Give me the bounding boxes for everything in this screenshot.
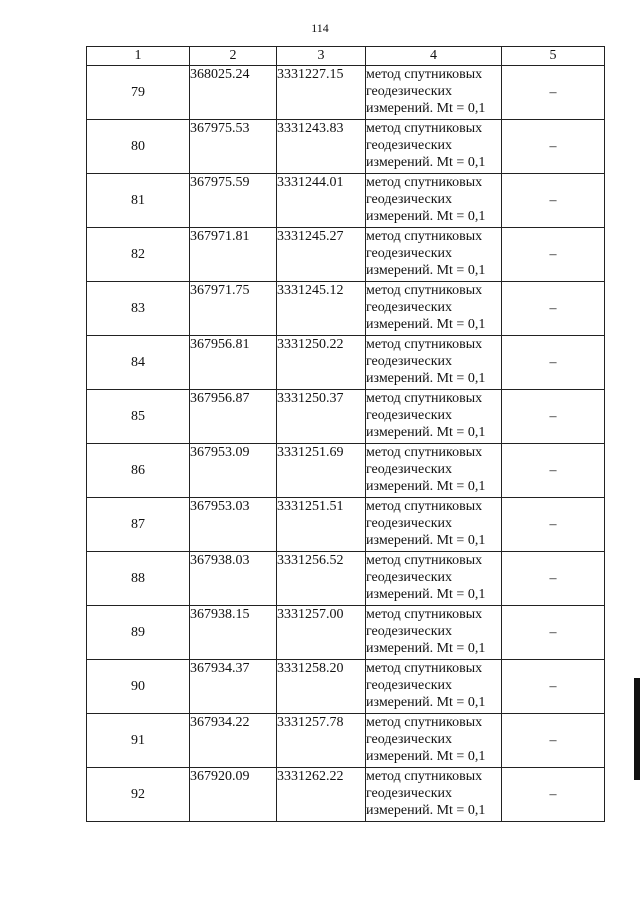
x-coordinate-cell: 367971.81 <box>190 228 277 282</box>
method-cell <box>366 714 502 768</box>
x-coordinate-cell: 367938.15 <box>190 606 277 660</box>
note-value: – <box>549 678 557 694</box>
method-line: измерений. Mt = 0,1 <box>366 803 486 818</box>
method-line: метод спутниковых <box>366 229 483 244</box>
method-cell <box>366 660 502 714</box>
note-value: – <box>549 84 557 100</box>
method-cell <box>366 66 502 120</box>
x-coordinate-cell: 367956.81 <box>190 336 277 390</box>
method-cell <box>366 120 502 174</box>
method-line: геодезических <box>366 408 453 423</box>
point-number-cell: 84 <box>87 336 190 390</box>
x-coordinate-cell: 367938.03 <box>190 552 277 606</box>
y-coordinate-cell: 3331244.01 <box>277 174 366 228</box>
method-line: метод спутниковых <box>366 121 483 136</box>
y-coordinate-cell: 3331227.15 <box>277 66 366 120</box>
y-coordinate-cell: 3331256.52 <box>277 552 366 606</box>
method-line: измерений. Mt = 0,1 <box>366 641 486 656</box>
note-value: – <box>549 462 557 478</box>
table-row <box>87 390 605 444</box>
point-number-cell: 80 <box>87 120 190 174</box>
note-cell <box>502 444 605 498</box>
point-number-cell: 82 <box>87 228 190 282</box>
note-value: – <box>549 246 557 262</box>
y-coordinate-cell: 3331251.51 <box>277 498 366 552</box>
x-coordinate-cell: 367956.87 <box>190 390 277 444</box>
method-line: геодезических <box>366 84 453 99</box>
method-line: измерений. Mt = 0,1 <box>366 209 486 224</box>
note-value: – <box>549 300 557 316</box>
table-row <box>87 606 605 660</box>
note-value: – <box>549 192 557 208</box>
table-row <box>87 282 605 336</box>
note-cell <box>502 552 605 606</box>
x-coordinate-cell: 367934.37 <box>190 660 277 714</box>
y-coordinate-cell: 3331250.22 <box>277 336 366 390</box>
method-line: метод спутниковых <box>366 499 483 514</box>
y-coordinate-cell: 3331251.69 <box>277 444 366 498</box>
column-header-4: 4 <box>366 47 502 66</box>
note-cell <box>502 282 605 336</box>
table-row <box>87 228 605 282</box>
method-line: геодезических <box>366 570 453 585</box>
x-coordinate-cell: 367920.09 <box>190 768 277 822</box>
method-line: геодезических <box>366 732 453 747</box>
note-value: – <box>549 354 557 370</box>
note-cell <box>502 714 605 768</box>
point-number-cell: 90 <box>87 660 190 714</box>
page-number: 114 <box>311 21 329 35</box>
y-coordinate-cell: 3331257.00 <box>277 606 366 660</box>
method-line: геодезических <box>366 678 453 693</box>
y-coordinate-cell: 3331245.27 <box>277 228 366 282</box>
method-cell <box>366 606 502 660</box>
method-line: измерений. Mt = 0,1 <box>366 425 486 440</box>
method-cell <box>366 390 502 444</box>
x-coordinate-cell: 368025.24 <box>190 66 277 120</box>
method-line: измерений. Mt = 0,1 <box>366 317 486 332</box>
method-cell <box>366 336 502 390</box>
method-line: измерений. Mt = 0,1 <box>366 533 486 548</box>
x-coordinate-cell: 367953.03 <box>190 498 277 552</box>
point-number-cell: 83 <box>87 282 190 336</box>
method-cell <box>366 498 502 552</box>
y-coordinate-cell: 3331243.83 <box>277 120 366 174</box>
note-cell <box>502 120 605 174</box>
note-value: – <box>549 408 557 424</box>
method-line: измерений. Mt = 0,1 <box>366 101 486 116</box>
method-line: геодезических <box>366 300 453 315</box>
column-header-1: 1 <box>87 47 190 66</box>
note-cell <box>502 768 605 822</box>
table-row <box>87 336 605 390</box>
table-row <box>87 498 605 552</box>
point-number-cell: 86 <box>87 444 190 498</box>
y-coordinate-cell: 3331245.12 <box>277 282 366 336</box>
note-value: – <box>549 786 557 802</box>
y-coordinate-cell: 3331262.22 <box>277 768 366 822</box>
y-coordinate-cell: 3331250.37 <box>277 390 366 444</box>
table-header-row <box>87 47 605 66</box>
note-cell <box>502 336 605 390</box>
point-number-cell: 79 <box>87 66 190 120</box>
note-cell <box>502 66 605 120</box>
note-cell <box>502 228 605 282</box>
method-line: геодезических <box>366 246 453 261</box>
method-line: метод спутниковых <box>366 445 483 460</box>
y-coordinate-cell: 3331257.78 <box>277 714 366 768</box>
method-line: геодезических <box>366 354 453 369</box>
method-line: метод спутниковых <box>366 337 483 352</box>
note-value: – <box>549 516 557 532</box>
x-coordinate-cell: 367971.75 <box>190 282 277 336</box>
note-cell <box>502 498 605 552</box>
x-coordinate-cell: 367975.59 <box>190 174 277 228</box>
method-line: метод спутниковых <box>366 607 483 622</box>
method-line: геодезических <box>366 462 453 477</box>
method-line: геодезических <box>366 516 453 531</box>
method-line: измерений. Mt = 0,1 <box>366 695 486 710</box>
note-cell <box>502 660 605 714</box>
point-number-cell: 89 <box>87 606 190 660</box>
table-row <box>87 66 605 120</box>
note-value: – <box>549 138 557 154</box>
column-header-3: 3 <box>277 47 366 66</box>
table-row <box>87 714 605 768</box>
table-row <box>87 552 605 606</box>
method-line: измерений. Mt = 0,1 <box>366 155 486 170</box>
method-line: метод спутниковых <box>366 553 483 568</box>
method-line: геодезических <box>366 786 453 801</box>
note-value: – <box>549 732 557 748</box>
x-coordinate-cell: 367975.53 <box>190 120 277 174</box>
note-cell <box>502 390 605 444</box>
x-coordinate-cell: 367953.09 <box>190 444 277 498</box>
method-line: метод спутниковых <box>366 661 483 676</box>
point-number-cell: 85 <box>87 390 190 444</box>
note-cell <box>502 606 605 660</box>
method-cell <box>366 552 502 606</box>
note-value: – <box>549 624 557 640</box>
point-number-cell: 91 <box>87 714 190 768</box>
method-line: метод спутниковых <box>366 283 483 298</box>
method-line: геодезических <box>366 138 453 153</box>
table-row <box>87 768 605 822</box>
point-number-cell: 81 <box>87 174 190 228</box>
table-row <box>87 120 605 174</box>
method-line: измерений. Mt = 0,1 <box>366 749 486 764</box>
point-number-cell: 88 <box>87 552 190 606</box>
point-number-cell: 87 <box>87 498 190 552</box>
method-line: метод спутниковых <box>366 769 483 784</box>
method-cell <box>366 228 502 282</box>
scan-edge-mark <box>634 678 640 780</box>
table-row <box>87 444 605 498</box>
method-cell <box>366 174 502 228</box>
coordinates-table <box>86 46 605 822</box>
method-line: геодезических <box>366 624 453 639</box>
method-line: метод спутниковых <box>366 175 483 190</box>
method-cell <box>366 282 502 336</box>
method-line: измерений. Mt = 0,1 <box>366 479 486 494</box>
method-line: метод спутниковых <box>366 67 483 82</box>
method-line: измерений. Mt = 0,1 <box>366 587 486 602</box>
x-coordinate-cell: 367934.22 <box>190 714 277 768</box>
column-header-5: 5 <box>502 47 605 66</box>
method-cell <box>366 444 502 498</box>
note-cell <box>502 174 605 228</box>
method-cell <box>366 768 502 822</box>
method-line: геодезических <box>366 192 453 207</box>
y-coordinate-cell: 3331258.20 <box>277 660 366 714</box>
method-line: метод спутниковых <box>366 715 483 730</box>
point-number-cell: 92 <box>87 768 190 822</box>
method-line: измерений. Mt = 0,1 <box>366 371 486 386</box>
table-row <box>87 174 605 228</box>
method-line: метод спутниковых <box>366 391 483 406</box>
table-body <box>87 66 605 822</box>
table-row <box>87 660 605 714</box>
column-header-2: 2 <box>190 47 277 66</box>
method-line: измерений. Mt = 0,1 <box>366 263 486 278</box>
note-value: – <box>549 570 557 586</box>
